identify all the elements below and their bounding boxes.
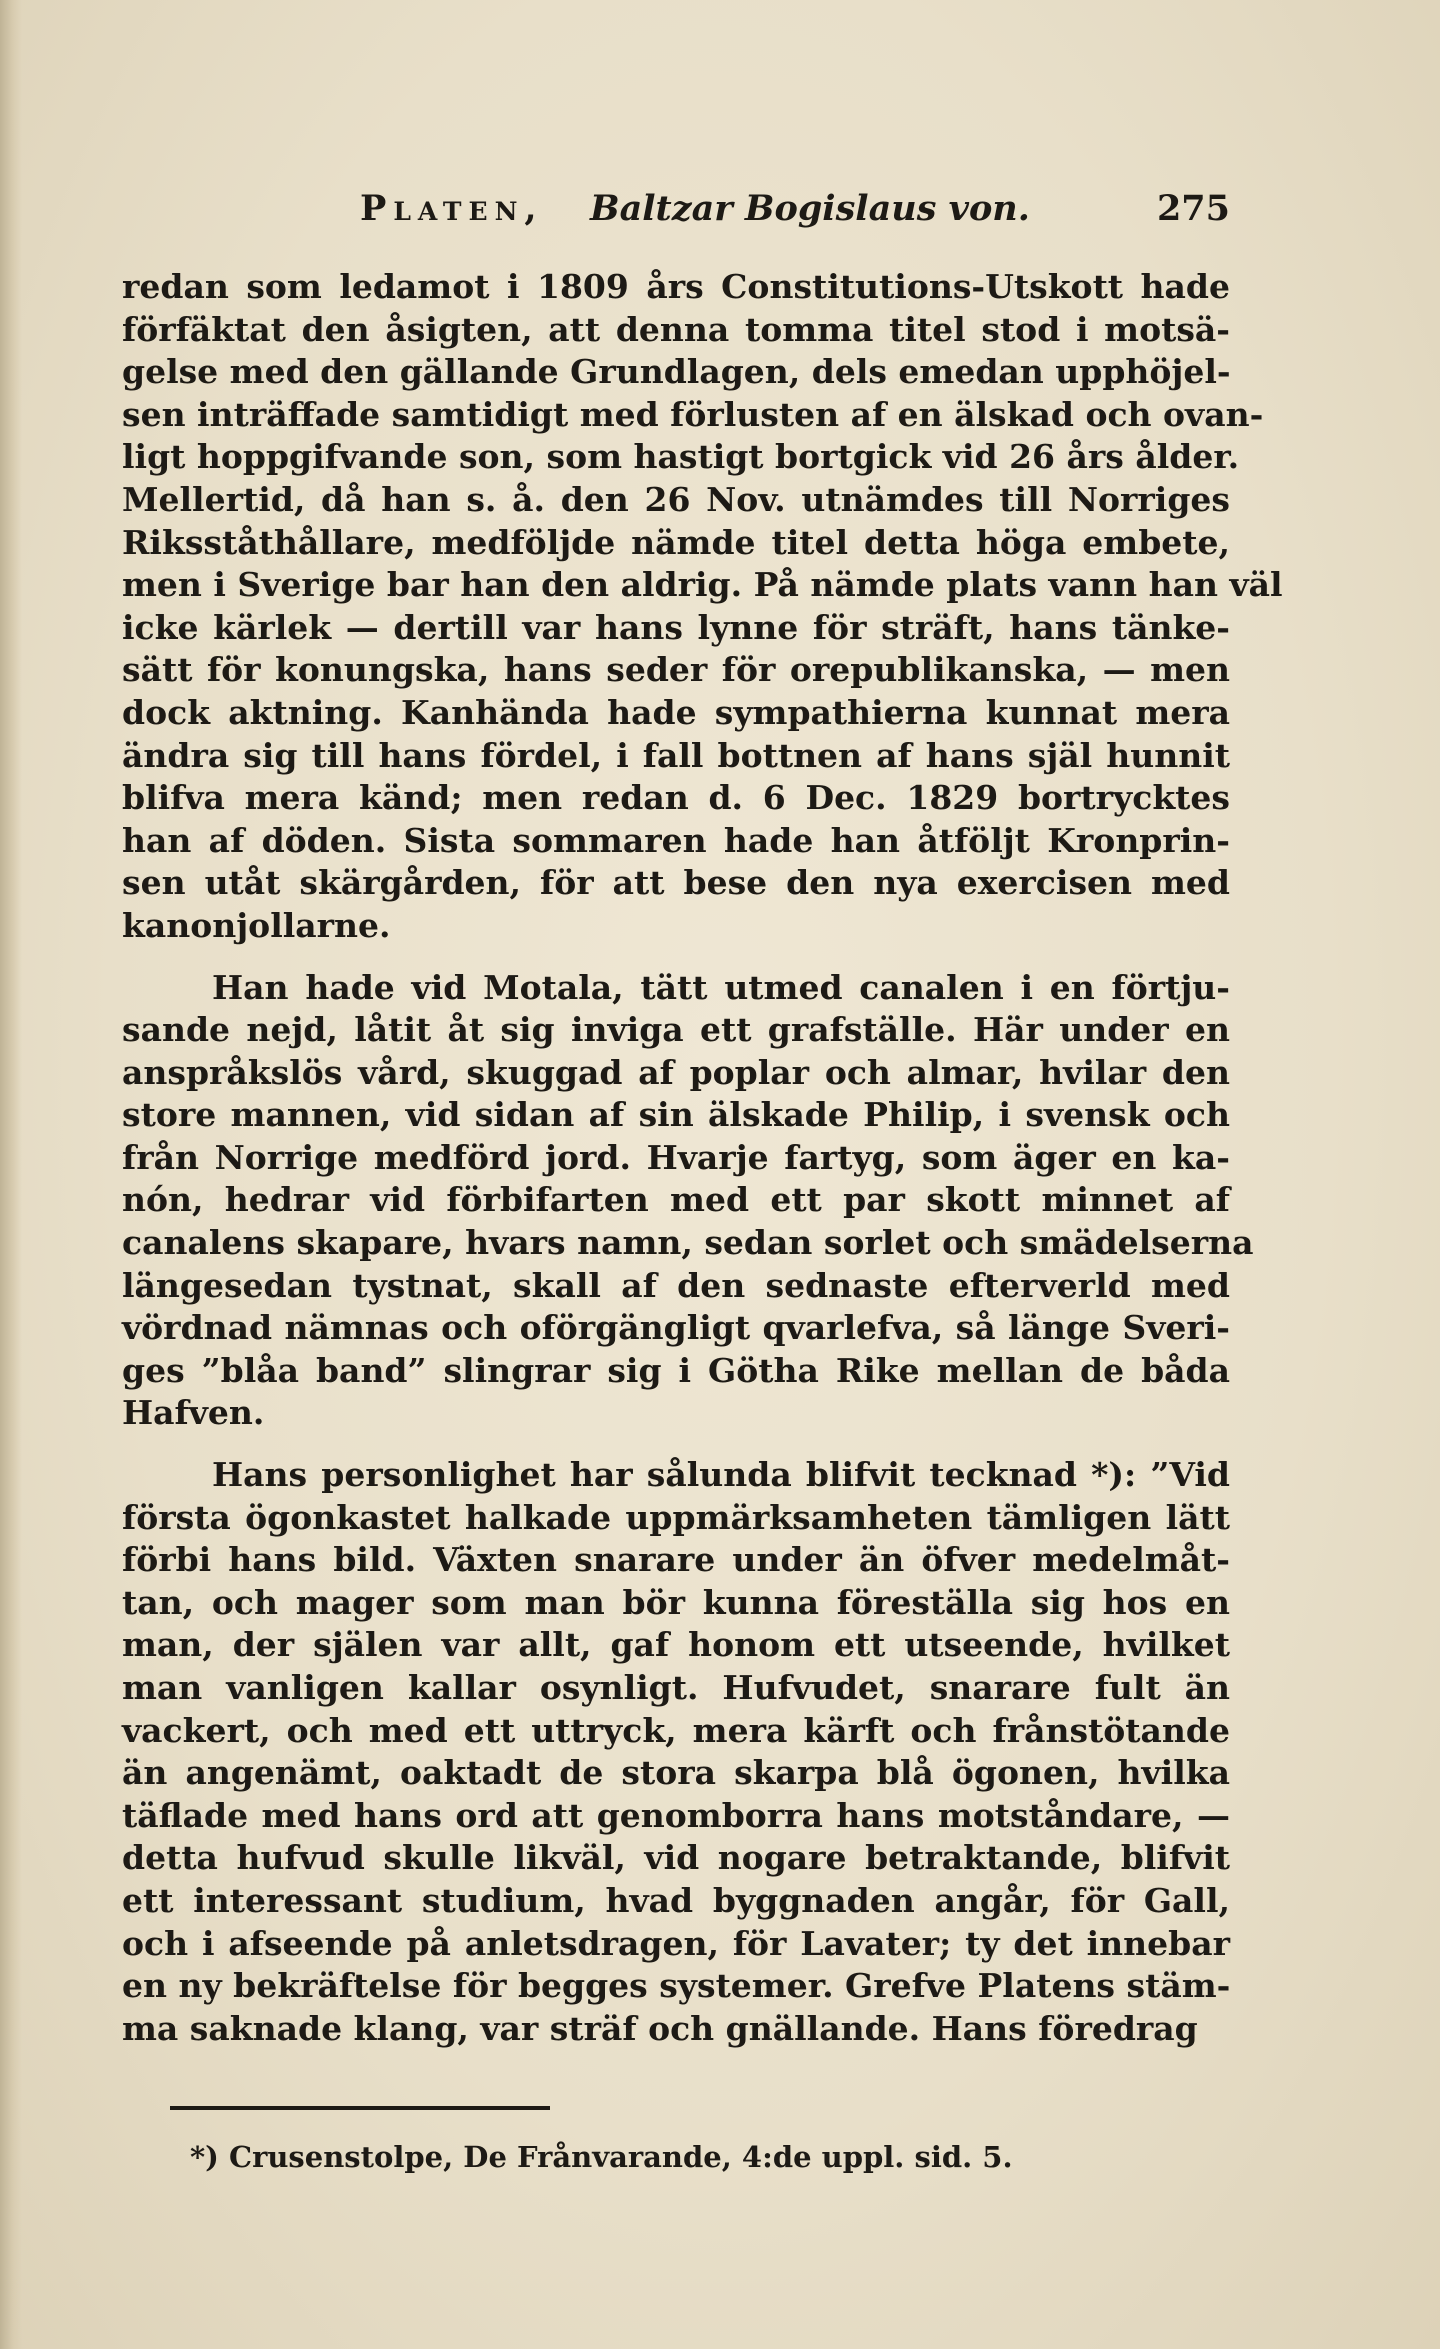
text-line: Riksståthållare, medföljde nämde titel detta höga embete,	[122, 522, 1230, 562]
footnote-rule	[170, 2106, 550, 2110]
text-line: sen inträffade samtidigt med förlusten af en älskad och ovan-	[122, 394, 1264, 434]
text-line: sande nejd, låtit åt sig inviga ett grafställe. Här under en	[122, 1010, 1230, 1050]
text-line: ändra sig till hans fördel, i fall bottnen af hans själ hunnit	[122, 735, 1230, 775]
text-line: man vanligen kallar osynligt. Hufvudet, snarare fult än	[122, 1668, 1230, 1707]
text-line: man, der själen var allt, gaf honom ett utseende, hvilket	[122, 1625, 1230, 1665]
text-line: gelse med den gällande Grundlagen, dels emedan upphöjel-	[122, 352, 1231, 392]
text-line: dock aktning. Kanhända hade sympathierna kunnat mera	[122, 692, 1230, 732]
text-line: sen utåt skärgården, för att bese den nya exercisen med	[122, 863, 1230, 903]
text-line: store mannen, vid sidan af sin älskade Philip, i svensk och	[122, 1095, 1230, 1135]
page-number: 275	[1156, 188, 1230, 229]
text-line: men i Sverige bar han den aldrig. På nämde plats vann han väl	[122, 565, 1283, 605]
text-line: detta hufvud skulle likväl, vid nogare betraktande, blifvit	[122, 1838, 1230, 1878]
text-line: canalens skapare, hvars namn, sedan sorlet och smädelserna	[122, 1223, 1254, 1263]
text-line: och i afseende på anletsdragen, för Lavater; ty det innebar	[122, 1923, 1230, 1963]
binding-gutter	[0, 0, 22, 2349]
text-line: blifva mera känd; men redan d. 6 Dec. 1829 bortrycktes	[122, 778, 1230, 818]
text-line: redan som ledamot i 1809 års Constitutions-Utskott hade	[122, 267, 1230, 306]
paragraph	[122, 266, 1283, 948]
text-line: Mellertid, då han s. å. den 26 Nov. utnämdes till Norriges	[122, 479, 1230, 519]
text-line: Han hade vid Motala, tätt utmed canalen i en förtju-	[212, 967, 1230, 1007]
text-line: ges ”blåa band” slingrar sig i Götha Rike mellan de båda	[122, 1350, 1230, 1390]
text-line: än angenämt, oaktadt de stora skarpa blå ögonen, hvilka	[122, 1753, 1230, 1793]
text-line: vackert, och med ett uttryck, mera kärft och frånstötande	[122, 1710, 1230, 1750]
text-line: vördnad nämnas och oförgängligt qvarlefva, så länge Sveri-	[122, 1308, 1230, 1348]
text-line: tan, och mager som man bör kunna föreställa sig hos en	[122, 1582, 1230, 1622]
text-line: från Norrige medförd jord. Hvarje fartyg, som äger en ka-	[122, 1137, 1230, 1177]
text-line: sätt för konungska, hans seder för orepublikanska, — men	[122, 650, 1230, 690]
running-header	[360, 188, 1230, 238]
text-line: längesedan tystnat, skall af den sednaste efterverld med	[122, 1265, 1230, 1305]
text-line: ligt hoppgifvande son, som hastigt bortgick vid 26 års ålder.	[122, 437, 1240, 477]
text-line: kanonjollarne.	[122, 905, 391, 945]
text-line: ett interessant studium, hvad byggnaden angår, för Gall,	[122, 1880, 1230, 1920]
header-subject: Baltzar Bogislaus von.	[590, 188, 1030, 229]
header-name: Platen,	[360, 188, 544, 229]
text-line: han af döden. Sista sommaren hade han åtföljt Kronprin-	[122, 820, 1230, 860]
text-line: förfäktat den åsigten, att denna tomma titel stod i motsä-	[122, 309, 1230, 349]
text-line: nón, hedrar vid förbifarten med ett par skott minnet af	[122, 1180, 1230, 1220]
text-line: anspråkslös vård, skuggad af poplar och almar, hvilar den	[122, 1052, 1230, 1092]
text-line: Hafven.	[122, 1393, 265, 1433]
text-line: första ögonkastet halkade uppmärksamheten tämligen lätt	[122, 1497, 1230, 1537]
text-line: ma saknade klang, var sträf och gnällande. Hans föredrag	[122, 2008, 1198, 2048]
paragraph	[122, 1454, 1230, 2050]
body-text	[122, 266, 1283, 2069]
footnote: *) Crusenstolpe, De Frånvarande, 4:de uppl. sid. 5.	[190, 2140, 1013, 2174]
text-line: Hans personlighet har sålunda blifvit tecknad *): ”Vid	[212, 1455, 1230, 1495]
text-line: en ny bekräftelse för begges systemer. Grefve Platens stäm-	[122, 1966, 1231, 2006]
text-line: förbi hans bild. Växten snarare under än öfver medelmåt-	[122, 1540, 1230, 1580]
paragraph	[122, 967, 1254, 1436]
text-line: icke kärlek — dertill var hans lynne för sträft, hans tänke-	[122, 607, 1230, 647]
text-line: täflade med hans ord att genomborra hans motståndare, —	[122, 1795, 1230, 1835]
